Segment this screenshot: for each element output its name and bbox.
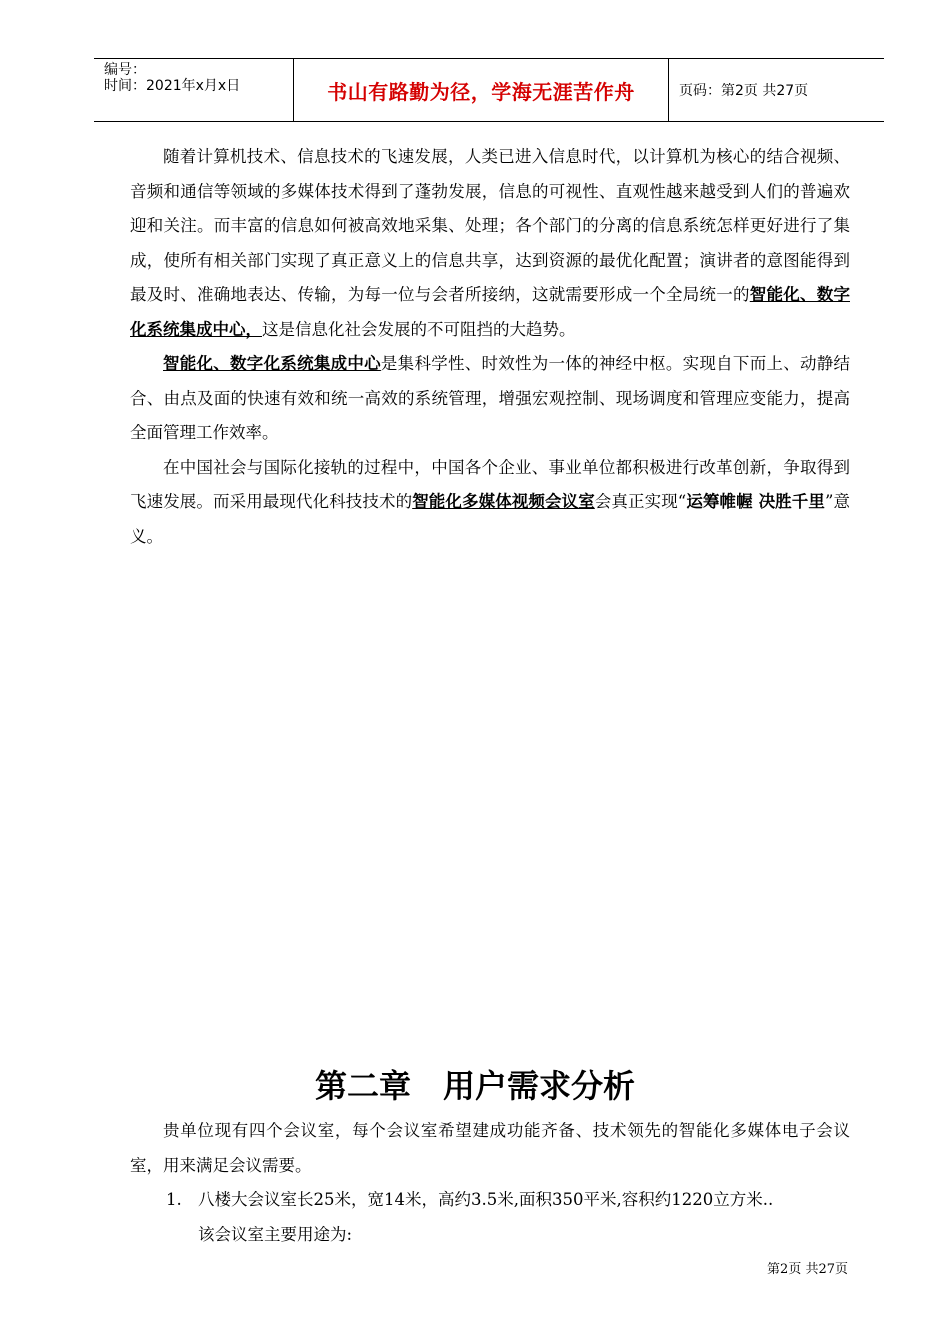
intro-p1-text-b: 这是信息化社会发展的不可阻挡的大趋势。	[262, 319, 576, 339]
chapter-title: 第二章 用户需求分析	[314, 1067, 635, 1105]
list-item-text: 八楼大会议室长25米，宽14米，高约3.5米,面积350平米,容积约1220立方米..	[198, 1190, 774, 1209]
header-motto: 书山有路勤为径，学海无涯苦作舟	[294, 59, 669, 121]
intro-paragraph-3	[130, 451, 850, 555]
chapter-section	[130, 1114, 850, 1252]
intro-p3-emphasis: 智能化多媒体视频会议室	[412, 492, 595, 511]
intro-paragraph-2	[130, 347, 850, 451]
list-item-content	[198, 1183, 850, 1252]
intro-p3-quote: 运筹帷幄 决胜千里	[686, 492, 825, 511]
intro-p1-text-a: 随着计算机技术、信息技术的飞速发展，人类已进入信息时代，以计算机为核心的结合视频、音频和通信等领域的多媒体技术得到了蓬勃发展，信息的可视性、直观性越来越受到人们的普遍欢迎和关注。而丰富的信息如何被高效地采集、处理；各个部门的分离的信息系统怎样更好进行了集成，使所有相关部门实现了真正意义上的信息共享，达到资源的最优化配置；演讲者的意图能得到最及时、准确地表达、传输，为每一位与会者所接纳，这就需要形成一个全局统一的	[130, 147, 850, 304]
document-time-label: 时间：2021年x月x日	[104, 78, 241, 94]
chapter-paragraph-1: 贵单位现有四个会议室，每个会议室希望建成功能齐备、技术领先的智能化多媒体电子会议室，用来满足会议需要。	[130, 1121, 850, 1175]
intro-section	[130, 140, 850, 554]
intro-p2-emphasis: 智能化、数字化系统集成中心	[163, 354, 381, 373]
list-item	[166, 1183, 850, 1252]
list-item-number: 1.	[166, 1190, 182, 1209]
document-number-label: 编号：	[104, 62, 146, 78]
page-footer: 第2页 共27页	[767, 1262, 848, 1277]
intro-p2-text: 是集科学性、时效性为一体的神经中枢。实现自下而上、动静结合、由点及面的快速有效和统一高效的系统管理，增强宏观控制、现场调度和管理应变能力，提高全面管理工作效率。	[130, 354, 851, 442]
intro-paragraph-1	[130, 140, 850, 347]
intro-p1-emphasis: 智能化、数字化系统集成中心，	[130, 285, 850, 339]
intro-p3-text-b: 会真正实现“	[594, 492, 687, 511]
list-item-subtext: 该会议室主要用途为:	[198, 1224, 353, 1244]
intro-p3-text-a: 在中国社会与国际化接轨的过程中，中国各个企业、事业单位都积极进行改革创新，争取得到飞速发展。而采用最现代化科技技术的	[130, 457, 850, 511]
intro-p3-text-c: ”意义。	[130, 492, 851, 546]
page-header	[94, 58, 884, 122]
header-meta	[94, 59, 294, 121]
header-page-label: 页码：第2页 共27页	[679, 83, 809, 99]
